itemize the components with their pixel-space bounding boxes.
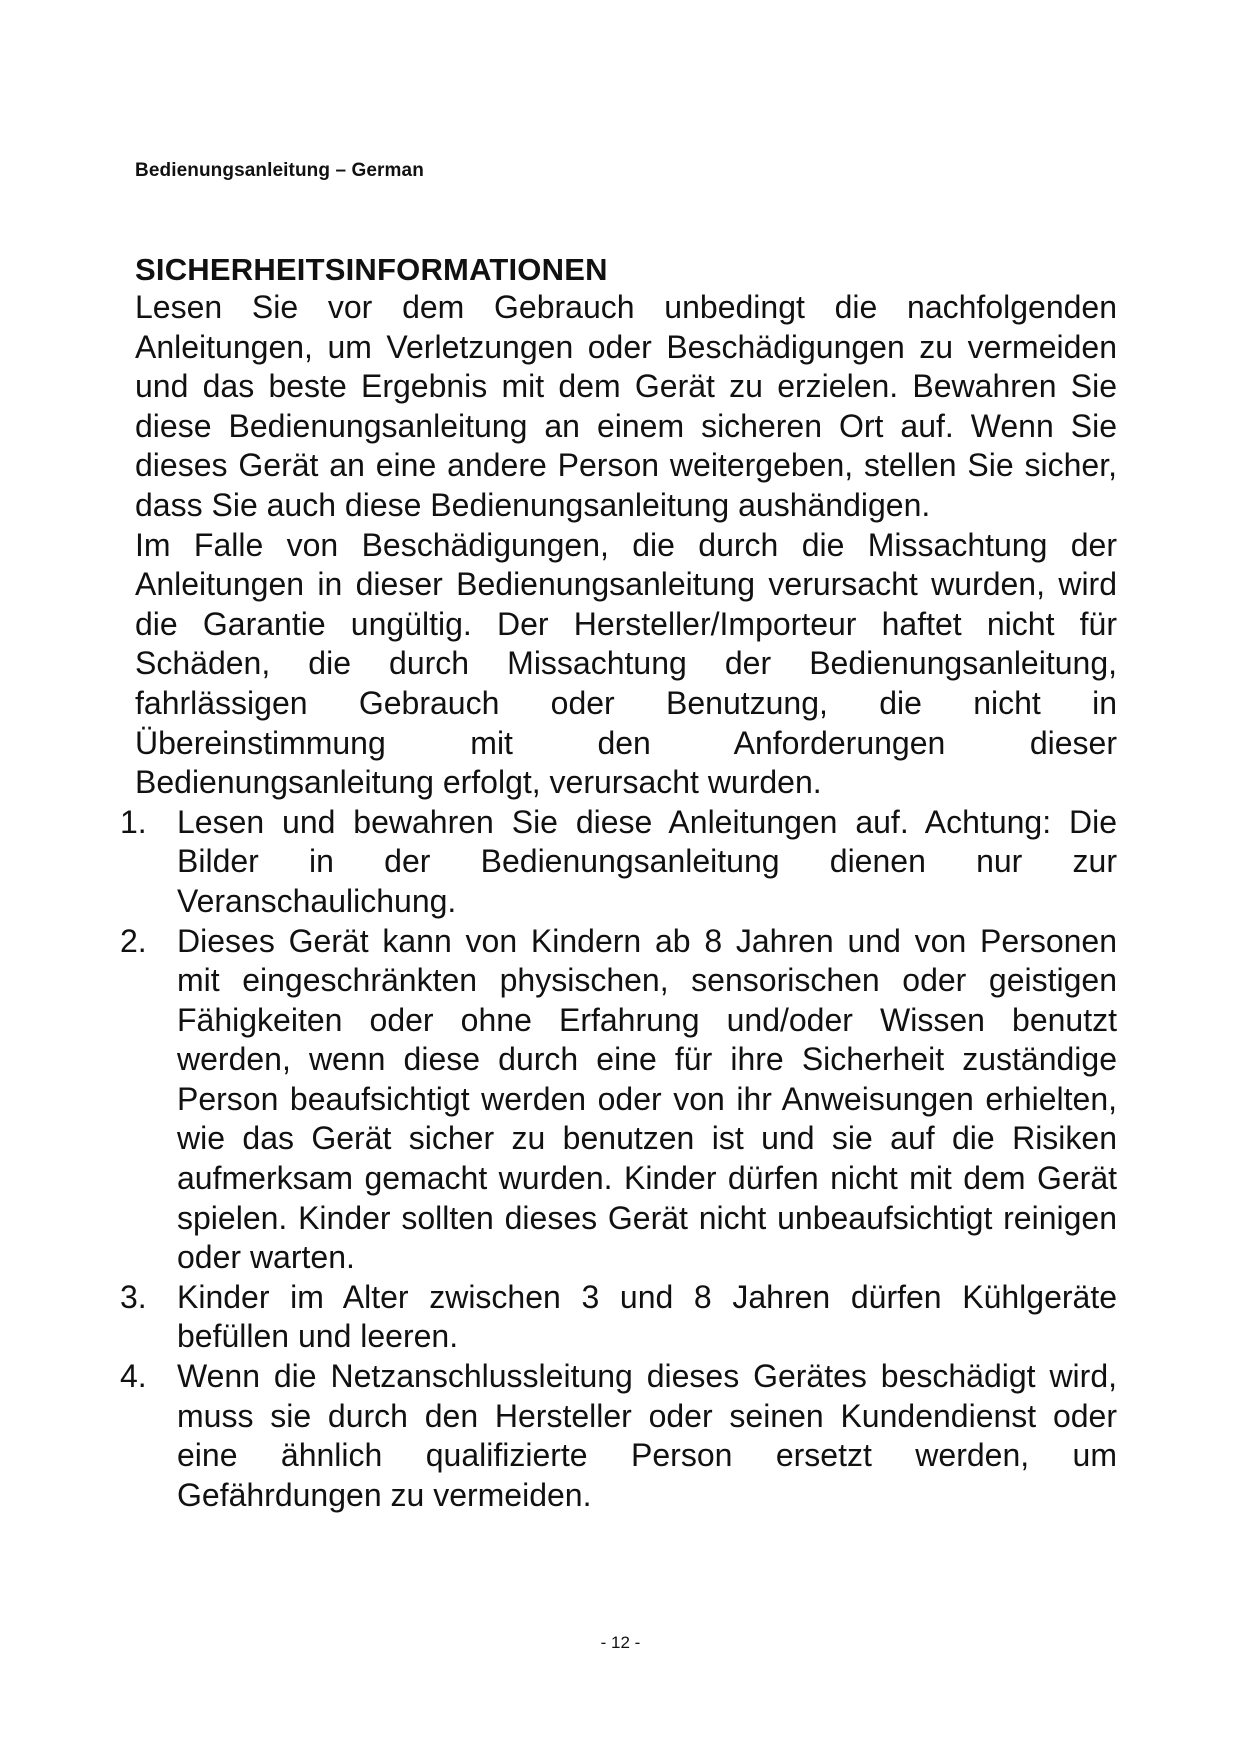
section-title: SICHERHEITSINFORMATIONEN (135, 252, 608, 287)
list-item-number: 2. (120, 922, 147, 959)
safety-list (120, 803, 1117, 1516)
list-item-text: Kinder im Alter zwischen 3 und 8 Jahren dürfen Kühlgeräte befüllen und leeren. (177, 1278, 1117, 1355)
warranty-paragraph: Im Falle von Beschädigungen, die durch die Missachtung der Anleitungen in dieser Bedienungsanleitung verursacht wurden, wird die Garantie ungültig. Der Hersteller/Importeur haftet nicht für Schäden, die durch Missachtung der Bedienungsanleitung, fahrlässigen Gebrauch oder Benutzung, die nicht in Übereinstimmung mit den Anforderungen dieser Bedienungsanleitung erfolgt, verursacht wurden. (135, 526, 1117, 801)
list-item-number: 3. (120, 1278, 147, 1315)
list-item (120, 922, 1117, 1278)
list-item (120, 803, 1117, 922)
list-item-text: Lesen und bewahren Sie diese Anleitungen auf. Achtung: Die Bilder in der Bedienungsanleitung dienen nur zur Veranschaulichung. (177, 803, 1117, 919)
list-item (120, 1357, 1117, 1515)
page-number: - 12 - (600, 1633, 641, 1652)
running-header: Bedienungsanleitung – German (135, 160, 424, 181)
list-item-number: 1. (120, 803, 147, 840)
list-item (120, 1278, 1117, 1357)
list-item-text: Wenn die Netzanschlussleitung dieses Gerätes beschädigt wird, muss sie durch den Hersteller oder seinen Kundendienst oder eine ähnlich qualifizierte Person ersetzt werden, um Gefährdungen zu vermeiden. (177, 1358, 1117, 1513)
safety-section (120, 252, 1117, 1515)
list-item-number: 4. (120, 1358, 147, 1395)
list-item-text: Dieses Gerät kann von Kindern ab 8 Jahren und von Personen mit eingeschränkten physischen, sensorischen oder geistigen Fähigkeiten oder ohne Erfahrung und/oder Wissen benutzt werden, wenn diese durch eine für ihre Sicherheit zuständige Person beaufsichtigt werden oder von ihr Anweisungen erhielten, wie das Gerät sicher zu benutzen ist und sie auf die Risiken aufmerksam gemacht wurden. Kinder dürfen nicht mit dem Gerät spielen. Kinder sollten dieses Gerät nicht unbeaufsichtigt reinigen oder warten. (177, 922, 1117, 1276)
intro-paragraph: Lesen Sie vor dem Gebrauch unbedingt die nachfolgenden Anleitungen, um Verletzungen oder Beschädigungen zu vermeiden und das beste Ergebnis mit dem Gerät zu erzielen. Bewahren Sie diese Bedienungsanleitung an einem sicheren Ort auf. Wenn Sie dieses Gerät an eine andere Person weitergeben, stellen Sie sicher, dass Sie auch diese Bedienungsanleitung aushändigen. (135, 289, 1117, 523)
